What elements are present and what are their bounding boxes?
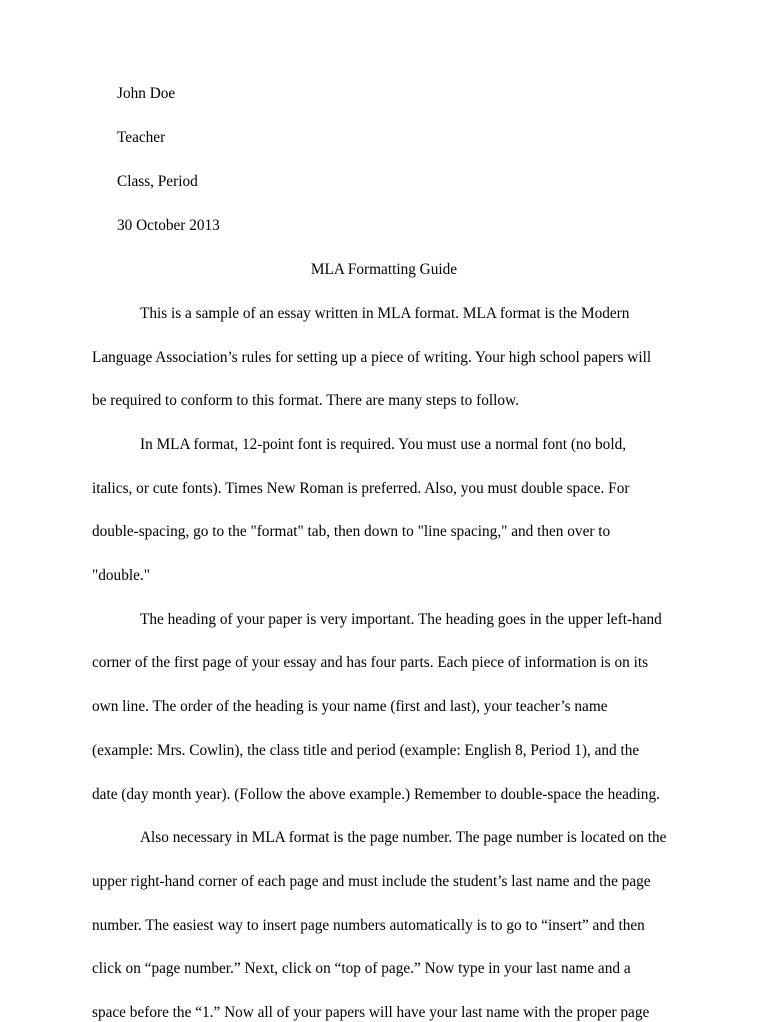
- paragraph-4-line-5: space before the “1.” Now all of your papers will have your last name with the proper page: [92, 1004, 650, 1021]
- paragraph-3-line-1: The heading of your paper is very important. The heading goes in the upper left-hand: [140, 611, 662, 628]
- paragraph-3-line-3: own line. The order of the heading is your name (first and last), your teacher’s name: [92, 698, 608, 715]
- paragraph-2-line-1: In MLA format, 12-point font is required. You must use a normal font (no bold,: [140, 436, 627, 453]
- paragraph-3-line-5: date (day month year). (Follow the above example.) Remember to double-space the heading.: [92, 786, 660, 803]
- paragraph-1-line-2: Language Association’s rules for setting up a piece of writing. Your high school papers will: [92, 349, 652, 366]
- paragraph-2-line-4: "double.": [92, 567, 150, 584]
- paragraph-3-line-2: corner of the first page of your essay and has four parts. Each piece of information is on its: [92, 654, 649, 671]
- paragraph-4-line-2: upper right-hand corner of each page and must include the student’s last name and the page: [92, 873, 651, 890]
- paragraph-2-line-2: italics, or cute fonts). Times New Roman is preferred. Also, you must double space. For: [92, 480, 630, 497]
- heading-date: 30 October 2013: [117, 217, 220, 234]
- paragraph-4-line-4: click on “page number.” Next, click on “top of page.” Now type in your last name and a: [92, 960, 631, 977]
- paragraph-4-line-1: Also necessary in MLA format is the page number. The page number is located on the: [140, 829, 667, 846]
- paragraph-4-line-3: number. The easiest way to insert page numbers automatically is to go to “insert” and then: [92, 917, 645, 934]
- heading-class-period: Class, Period: [117, 173, 198, 190]
- heading-name: John Doe: [117, 85, 176, 102]
- paragraph-3-line-4: (example: Mrs. Cowlin), the class title and period (example: English 8, Period 1), and the: [92, 742, 640, 759]
- paragraph-1-line-3: be required to conform to this format. There are many steps to follow.: [92, 392, 519, 409]
- document-title: MLA Formatting Guide: [310, 261, 458, 278]
- paragraph-2-line-3: double-spacing, go to the "format" tab, then down to "line spacing," and then over to: [92, 523, 611, 540]
- heading-teacher: Teacher: [117, 129, 166, 146]
- paragraph-1-line-1: This is a sample of an essay written in MLA format. MLA format is the Modern: [140, 305, 630, 322]
